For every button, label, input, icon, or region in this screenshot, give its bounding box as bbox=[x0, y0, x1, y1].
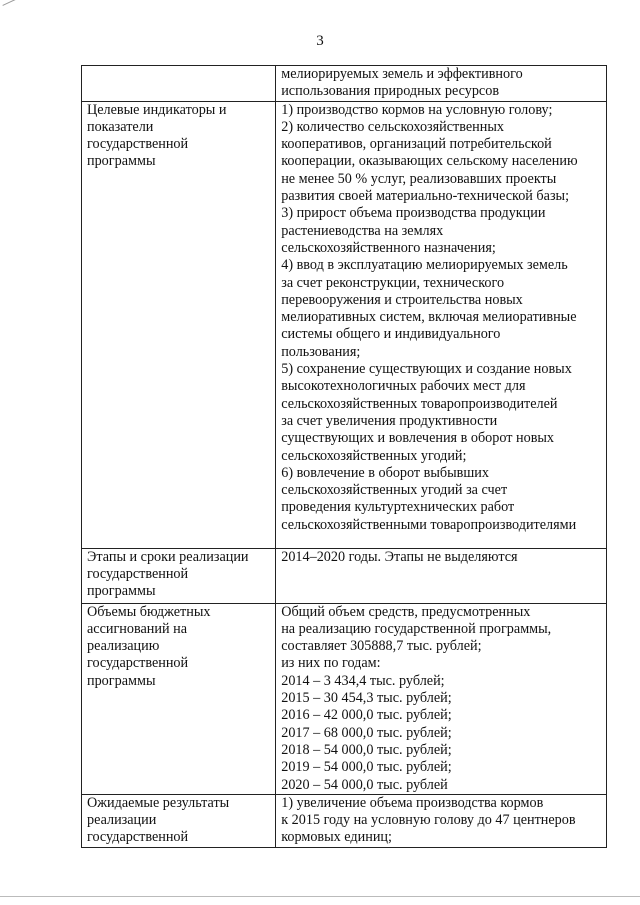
value-line: 2018 – 54 000,0 тыс. рублей; bbox=[281, 741, 452, 758]
value-line: мелиоративных систем, включая мелиоративные bbox=[281, 309, 577, 326]
value-line: Общий объем средств, предусмотренных bbox=[281, 603, 531, 620]
value-line: кооперативов, организаций потребительской bbox=[281, 136, 552, 153]
program-passport-table bbox=[81, 65, 607, 848]
value-line: мелиорируемых земель и эффективного bbox=[281, 66, 523, 82]
value-line: 2017 – 68 000,0 тыс. рублей; bbox=[281, 724, 452, 741]
label-line: ассигнований на bbox=[87, 620, 188, 637]
row-label-cell bbox=[82, 101, 276, 548]
value-line: высокотехнологичных рабочих мест для bbox=[281, 378, 526, 395]
label-line: Этапы и сроки реализации bbox=[87, 548, 249, 565]
row-label-cell bbox=[82, 548, 276, 603]
label-line: государственной bbox=[87, 829, 189, 846]
value-line: системы общего и индивидуального bbox=[281, 326, 501, 343]
value-line: перевооружения и строительства новых bbox=[281, 291, 523, 308]
value-line: 5) сохранение существующих и создание новых bbox=[281, 361, 572, 378]
row-label-cell bbox=[82, 794, 276, 847]
value-line: 1) производство кормов на условную голову; bbox=[281, 101, 553, 118]
row-value-cell bbox=[276, 66, 607, 102]
value-line: развития своей материально-технической базы; bbox=[281, 188, 570, 205]
value-line: 2014–2020 годы. Этапы не выделяются bbox=[281, 548, 518, 565]
value-line: не менее 50 % услуг, реализовавших проекты bbox=[281, 170, 557, 187]
label-line: программы bbox=[87, 153, 156, 170]
value-line: за счет реконструкции, технического bbox=[281, 274, 505, 291]
label-line: программы bbox=[87, 672, 156, 689]
passport-row bbox=[82, 794, 607, 847]
value-line: 6) вовлечение в оборот выбывших bbox=[281, 464, 489, 481]
page-number: 3 bbox=[316, 33, 324, 49]
value-line: 2014 – 3 434,4 тыс. рублей; bbox=[281, 672, 445, 689]
value-line: 2016 – 42 000,0 тыс. рублей; bbox=[281, 707, 452, 724]
row-value-cell bbox=[276, 603, 607, 794]
value-line: 2019 – 54 000,0 тыс. рублей; bbox=[281, 759, 452, 776]
value-line: к 2015 году на условную голову до 47 центнеров bbox=[281, 812, 576, 829]
value-line: использования природных ресурсов bbox=[281, 83, 500, 100]
label-line: государственной bbox=[87, 655, 189, 672]
value-line: сельскохозяйственными товаропроизводителями bbox=[281, 516, 577, 533]
value-line: 3) прирост объема производства продукции bbox=[281, 205, 546, 222]
value-line: существующих и вовлечения в оборот новых bbox=[281, 430, 555, 447]
value-line: сельскохозяйственных угодий за счет bbox=[281, 482, 508, 499]
value-line: 2015 – 30 454,3 тыс. рублей; bbox=[281, 690, 452, 707]
value-line: сельскохозяйственного назначения; bbox=[281, 239, 496, 256]
label-line: показатели bbox=[87, 118, 154, 135]
label-line: программы bbox=[87, 583, 156, 600]
passport-table-body bbox=[82, 66, 607, 848]
label-line: Объемы бюджетных bbox=[87, 603, 211, 620]
passport-row bbox=[82, 603, 607, 794]
value-line: 2020 – 54 000,0 тыс. рублей bbox=[281, 776, 448, 793]
value-line: кормовых единиц; bbox=[281, 829, 392, 846]
value-line: 4) ввод в эксплуатацию мелиорируемых земель bbox=[281, 257, 568, 274]
label-line: государственной bbox=[87, 565, 189, 582]
label-line: реализации bbox=[87, 812, 157, 829]
value-line: сельскохозяйственных товаропроизводителей bbox=[281, 395, 558, 412]
row-label-cell bbox=[82, 66, 276, 102]
value-line: из них по годам: bbox=[281, 655, 381, 672]
value-line: растениеводства на землях bbox=[281, 222, 444, 239]
value-line: на реализацию государственной программы, bbox=[281, 620, 552, 637]
value-line: за счет увеличения продуктивности bbox=[281, 412, 498, 429]
value-line: 1) увеличение объема производства кормов bbox=[281, 794, 544, 811]
passport-row bbox=[82, 548, 607, 603]
label-line: Ожидаемые результаты bbox=[87, 794, 230, 811]
scan-mark bbox=[2, 0, 15, 6]
passport-row bbox=[82, 66, 607, 102]
label-line: реализацию bbox=[87, 638, 160, 655]
passport-row bbox=[82, 101, 607, 548]
row-value-cell bbox=[276, 548, 607, 603]
row-value-cell bbox=[276, 101, 607, 548]
label-line: Целевые индикаторы и bbox=[87, 101, 227, 118]
value-line: 2) количество сельскохозяйственных bbox=[281, 118, 504, 135]
value-line: пользования; bbox=[281, 343, 361, 360]
value-line: кооперации, оказывающих сельскому населению bbox=[281, 153, 578, 170]
row-value-cell bbox=[276, 794, 607, 847]
value-line: составляет 305888,7 тыс. рублей; bbox=[281, 638, 482, 655]
label-line: государственной bbox=[87, 136, 189, 153]
value-line: сельскохозяйственных угодий; bbox=[281, 447, 467, 464]
row-label-cell bbox=[82, 603, 276, 794]
value-line: проведения культуртехнических работ bbox=[281, 499, 515, 516]
page-bottom-edge bbox=[0, 896, 640, 897]
